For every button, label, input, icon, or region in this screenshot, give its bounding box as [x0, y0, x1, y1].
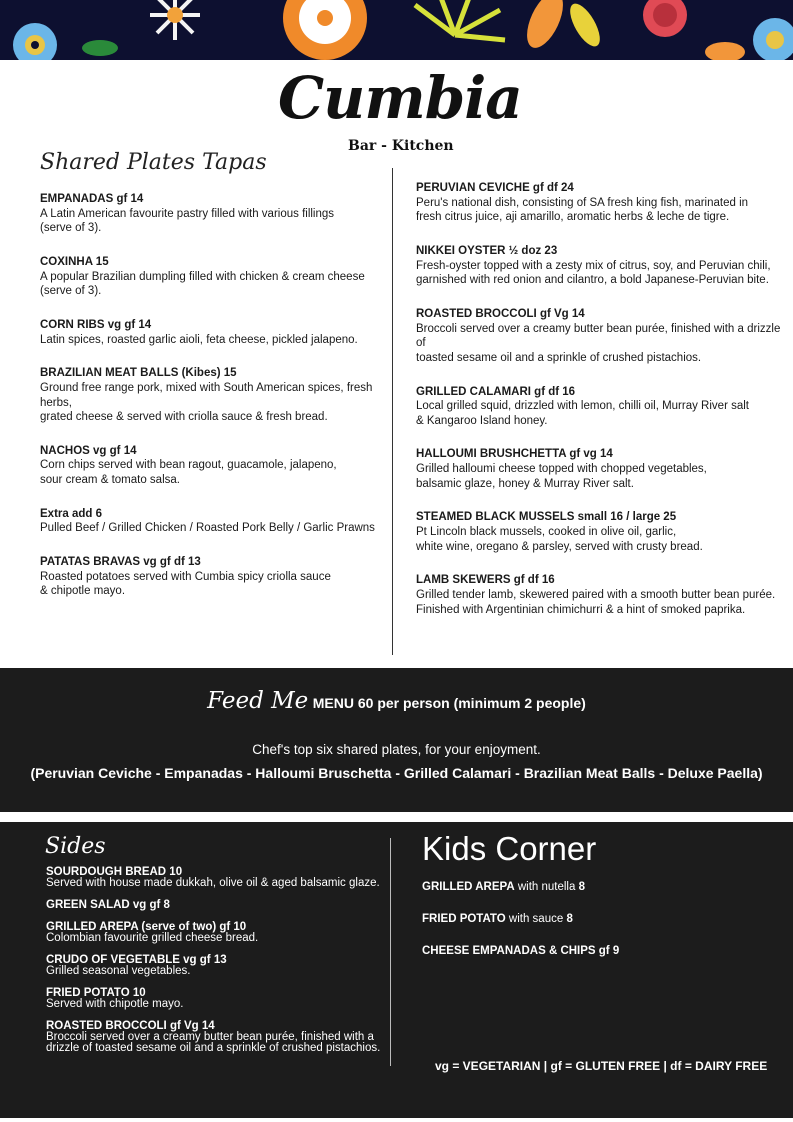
item-description: Colombian favourite grilled cheese bread.: [46, 932, 259, 944]
kids-item: [422, 880, 782, 894]
item-name: ROASTED BROCCOLI gf Vg 14: [46, 1020, 215, 1032]
item-name: GRILLED AREPA: [422, 881, 515, 893]
item-description: A popular Brazilian dumpling filled with chicken & cream cheese (serve of 3).: [40, 270, 365, 298]
item-description: with sauce: [505, 913, 567, 925]
item-name: FRIED POTATO: [422, 913, 506, 925]
sides-kids-section: [0, 822, 793, 1118]
logo-tagline: Bar - Kitchen: [348, 138, 454, 154]
item-name: LAMB SKEWERS gf df 16: [416, 574, 555, 587]
side-item: [46, 1021, 386, 1054]
side-item: [46, 900, 386, 911]
side-item: [46, 988, 386, 1010]
dietary-legend: vg = VEGETARIAN | gf = GLUTEN FREE | df = DAIRY FREE: [435, 1059, 768, 1073]
shared-plates-title: Shared Plates Tapas: [40, 150, 267, 175]
item-price: 8: [566, 913, 573, 925]
side-item: [46, 867, 386, 889]
item-name: NACHOS vg gf 14: [40, 444, 137, 457]
menu-item: [416, 181, 784, 225]
item-description: Roasted potatoes served with Cumbia spicy criolla sauce & chipotle mayo.: [40, 570, 331, 598]
kids-item: [422, 944, 782, 958]
menu-item: [416, 573, 784, 617]
item-description: Ground free range pork, mixed with South American spices, fresh herbs, grated cheese & served with criolla sauce & fresh bread.: [40, 381, 373, 424]
item-name: GRILLED CALAMARI gf df 16: [416, 385, 576, 398]
column-divider: [392, 168, 393, 655]
item-description: Pt Lincoln black mussels, cooked in olive oil, garlic, white wine, oregano & parsley, served with crusty bread.: [416, 526, 703, 553]
item-description: Grilled tender lamb, skewered paired with a smooth butter bean purée. Finished with Argentinian chimichurri & a hint of smoked paprika.: [416, 589, 776, 616]
feed-me-description: Chef's top six shared plates, for your enjoyment.: [252, 742, 541, 757]
item-name: PATATAS BRAVAS vg gf df 13: [40, 556, 201, 569]
item-name: ROASTED BROCCOLI gf Vg 14: [416, 307, 585, 320]
item-name: EMPANADAS gf 14: [40, 193, 144, 205]
item-description: Broccoli served over a creamy butter bean purée, finished with a drizzle of toasted sesame oil and a sprinkle of crushed pistachios.: [46, 1031, 381, 1054]
item-description: Latin spices, roasted garlic aioli, feta cheese, pickled jalapeno.: [40, 333, 358, 346]
kids-list: [422, 880, 782, 976]
menu-item: [40, 318, 392, 347]
menu-item: [40, 366, 392, 424]
item-description: Broccoli served over a creamy butter bean purée, finished with a drizzle of toasted sesame oil and a sprinkle of crushed pistachios.: [416, 322, 781, 364]
restaurant-logo: [278, 62, 522, 160]
shared-plates-right-column: [416, 181, 784, 636]
item-description: Peru's national dish, consisting of SA fresh king fish, marinated in fresh citrus juice, aji amarillo, aromatic herbs & leche de tigre.: [416, 196, 749, 224]
feed-me-menu-price: MENU 60 per person (minimum 2 people): [312, 695, 586, 711]
shared-plates-left-column: [40, 192, 392, 618]
item-name: GRILLED AREPA (serve of two) gf 10: [46, 921, 247, 933]
side-item: [46, 955, 386, 977]
item-price: 8: [578, 881, 585, 893]
menu-item: [416, 510, 784, 554]
column-divider: [390, 838, 391, 1066]
item-name: NIKKEI OYSTER ½ doz 23: [416, 244, 558, 257]
feed-me-heading: [0, 688, 793, 714]
menu-item: [416, 244, 784, 288]
item-name: GREEN SALAD vg gf 8: [46, 899, 170, 911]
item-name: STEAMED BLACK MUSSELS small 16 / large 25: [416, 511, 677, 524]
item-description: with nutella: [514, 881, 579, 893]
item-name: CHEESE EMPANADAS & CHIPS gf 9: [422, 945, 620, 957]
menu-item: [40, 555, 392, 599]
menu-item: [416, 385, 784, 429]
kids-item: [422, 912, 782, 926]
item-description: Served with house made dukkah, olive oil & aged balsamic glaze.: [46, 877, 380, 889]
item-description: Fresh-oyster topped with a zesty mix of citrus, soy, and Peruvian chili, garnished with red onion and cilantro, a bold Japanese-Peruvian bite.: [416, 259, 771, 287]
menu-item: [40, 255, 392, 299]
menu-item: [40, 192, 392, 236]
logo-name: Cumbia: [278, 64, 522, 132]
item-name: CORN RIBS vg gf 14: [40, 318, 152, 331]
feed-me-script: Feed Me: [207, 688, 309, 714]
menu-item: [416, 307, 784, 365]
floral-banner: [0, 0, 793, 60]
side-item: [46, 922, 386, 944]
menu-item: [40, 444, 392, 488]
item-name: SOURDOUGH BREAD 10: [46, 866, 183, 878]
item-name: PERUVIAN CEVICHE gf df 24: [416, 182, 574, 194]
item-description: Served with chipotle mayo.: [46, 998, 184, 1010]
item-description: Corn chips served with bean ragout, guacamole, jalapeno, sour cream & tomato salsa.: [40, 459, 337, 487]
item-description: Local grilled squid, drizzled with lemon, chilli oil, Murray River salt & Kangaroo Island honey.: [416, 400, 749, 427]
menu-item: [40, 507, 392, 536]
item-name: HALLOUMI BRUSHCHETTA gf vg 14: [416, 448, 613, 461]
item-name: COXINHA 15: [40, 255, 109, 268]
item-name: BRAZILIAN MEAT BALLS (Kibes) 15: [40, 367, 237, 380]
item-description: A Latin American favourite pastry filled with various fillings (serve of 3).: [40, 207, 335, 235]
feed-me-dishes: (Peruvian Ceviche - Empanadas - Halloumi Bruschetta - Grilled Calamari - Brazilian Meat Balls - Deluxe Paella): [30, 765, 763, 781]
sides-title: Sides: [45, 834, 106, 859]
item-description: Grilled seasonal vegetables.: [46, 965, 191, 977]
item-description: Grilled halloumi cheese topped with chopped vegetables, balsamic glaze, honey & Murray River salt.: [416, 463, 707, 490]
item-description: Pulled Beef / Grilled Chicken / Roasted Pork Belly / Garlic Prawns: [40, 522, 375, 535]
menu-item: [416, 447, 784, 491]
item-name: Extra add 6: [40, 507, 102, 520]
feed-me-banner: [0, 668, 793, 812]
item-name: FRIED POTATO 10: [46, 987, 146, 999]
kids-corner-title: Kids Corner: [422, 830, 597, 867]
sides-list: [46, 867, 386, 1065]
item-name: CRUDO OF VEGETABLE vg gf 13: [46, 954, 227, 966]
